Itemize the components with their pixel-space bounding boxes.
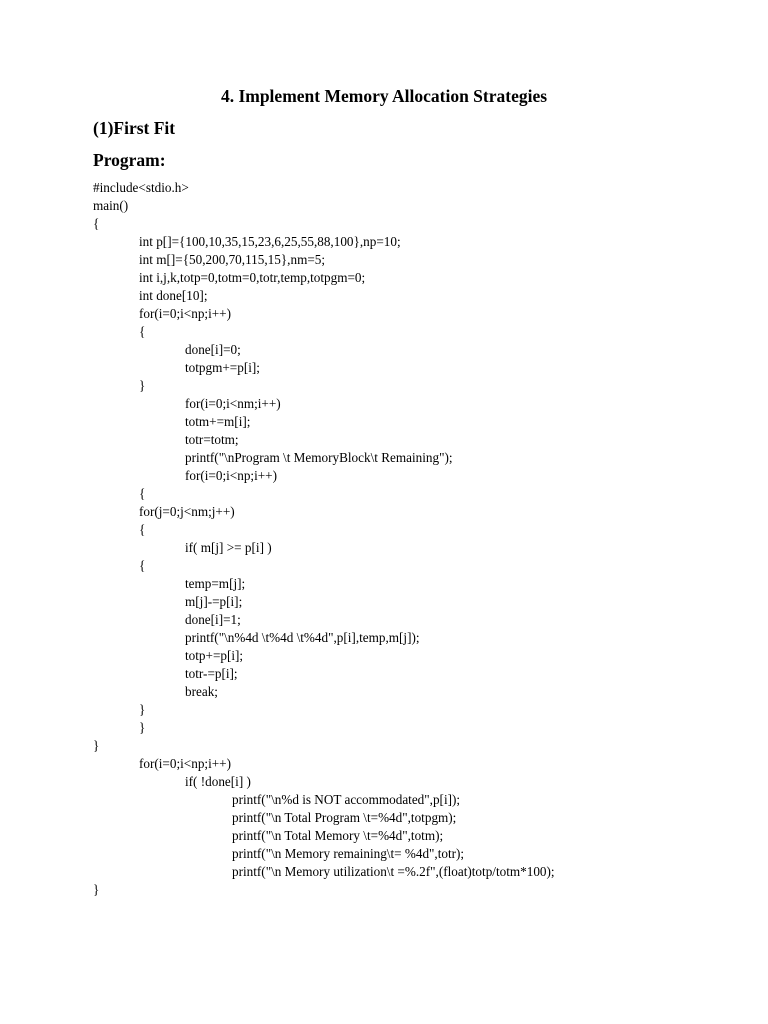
code-line: { bbox=[139, 486, 146, 501]
code-line: int done[10]; bbox=[139, 288, 208, 303]
code-line: printf("\n%4d \t%4d \t%4d",p[i],temp,m[j]); bbox=[185, 630, 420, 645]
code-line: printf("\n Memory utilization\t =%.2f",(float)totp/totm*100); bbox=[232, 864, 555, 879]
code-line: for(i=0;i<np;i++) bbox=[185, 468, 278, 483]
code-line: totpgm+=p[i]; bbox=[185, 360, 260, 375]
code-line: } bbox=[139, 378, 146, 393]
code-line: } bbox=[93, 882, 100, 897]
code-line: for(i=0;i<np;i++) bbox=[139, 306, 232, 321]
code-line: for(i=0;i<nm;i++) bbox=[185, 396, 281, 411]
code-line: done[i]=0; bbox=[185, 342, 241, 357]
code-line: totp+=p[i]; bbox=[185, 648, 244, 663]
code-line: if( m[j] >= p[i] ) bbox=[185, 540, 272, 555]
code-line: int p[]={100,10,35,15,23,6,25,55,88,100},np=10; bbox=[139, 234, 401, 249]
code-line: #include<stdio.h> bbox=[93, 180, 189, 195]
code-line: totm+=m[i]; bbox=[185, 414, 251, 429]
code-line: temp=m[j]; bbox=[185, 576, 246, 591]
code-line: { bbox=[139, 558, 146, 573]
code-line: main() bbox=[93, 198, 129, 213]
code-line: } bbox=[139, 720, 146, 735]
code-line: { bbox=[139, 522, 146, 537]
code-line: break; bbox=[185, 684, 218, 699]
section-heading: (1)First Fit bbox=[93, 118, 176, 138]
code-line: printf("\n Total Program \t=%4d",totpgm); bbox=[232, 810, 457, 825]
code-line: printf("\n Total Memory \t=%4d",totm); bbox=[232, 828, 444, 843]
page-title: 4. Implement Memory Allocation Strategies bbox=[220, 86, 548, 106]
program-label: Program: bbox=[93, 150, 166, 170]
code-line: done[i]=1; bbox=[185, 612, 241, 627]
code-line: for(i=0;i<np;i++) bbox=[139, 756, 232, 771]
code-line: totr=totm; bbox=[185, 432, 239, 447]
code-line: } bbox=[93, 738, 100, 753]
code-line: { bbox=[139, 324, 146, 339]
code-line: totr-=p[i]; bbox=[185, 666, 238, 681]
code-line: printf("\nProgram \t MemoryBlock\t Remaining"); bbox=[185, 450, 453, 465]
code-line: printf("\n Memory remaining\t= %4d",totr); bbox=[232, 846, 465, 861]
code-line: if( !done[i] ) bbox=[185, 774, 251, 789]
code-line: printf("\n%d is NOT accommodated",p[i]); bbox=[232, 792, 461, 807]
code-line: int i,j,k,totp=0,totm=0,totr,temp,totpgm=0; bbox=[139, 270, 366, 285]
code-line: m[j]-=p[i]; bbox=[185, 594, 243, 609]
code-line: } bbox=[139, 702, 146, 717]
code-line: { bbox=[93, 216, 100, 231]
code-line: for(j=0;j<nm;j++) bbox=[139, 504, 235, 519]
code-line: int m[]={50,200,70,115,15},nm=5; bbox=[139, 252, 326, 267]
